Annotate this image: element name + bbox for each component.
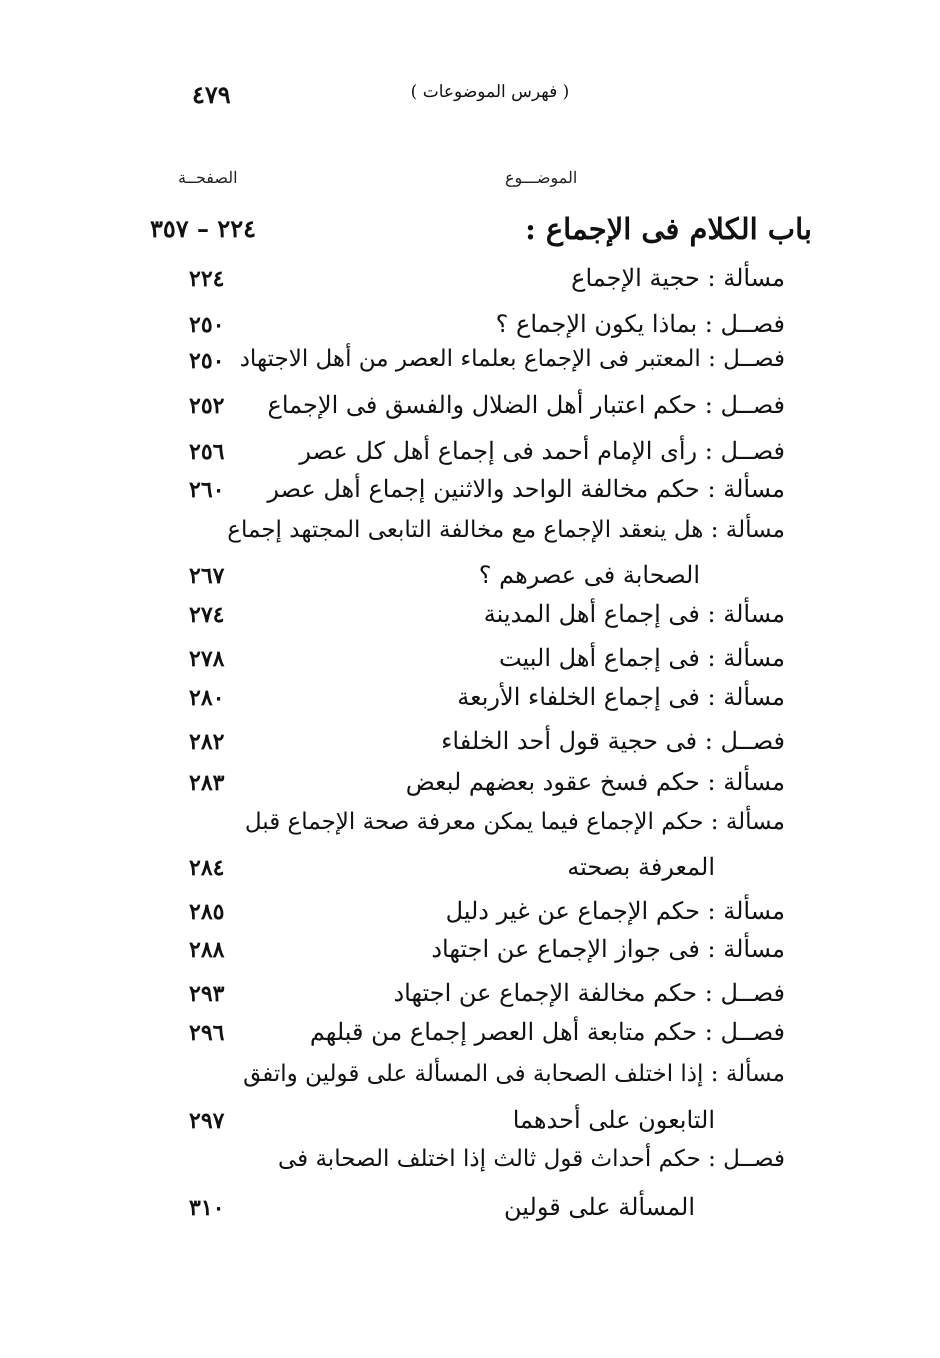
index-entry-continuation	[185, 853, 715, 889]
entry-topic: فصــل : حكم اعتبار أهل الضلال والفسق فى الإجماع	[267, 391, 785, 419]
entry-topic: التابعون على أحدهما	[512, 1106, 715, 1134]
index-entry	[185, 768, 785, 804]
entry-topic: مسألة : حجية الإجماع	[571, 264, 785, 292]
index-entry	[185, 264, 785, 300]
entry-page-number: ٢٩٣	[189, 981, 225, 1007]
entry-topic: مسألة : حكم الإجماع فيما يمكن معرفة صحة الإجماع قبل	[244, 809, 785, 835]
entry-page-number: ٢٦٧	[189, 563, 225, 589]
section-title: باب الكلام فى الإجماع :	[525, 212, 812, 246]
index-entry	[185, 437, 785, 473]
entry-topic: مسألة : إذا اختلف الصحابة فى المسألة على قولين واتفق	[243, 1061, 785, 1087]
entry-topic: مسألة : حكم مخالفة الواحد والاثنين إجماع أهل عصر	[267, 475, 785, 503]
entry-topic: المعرفة بصحته	[567, 853, 715, 881]
entry-page-number: ٢٨٨	[189, 937, 225, 963]
index-entry	[185, 310, 785, 346]
entry-topic: مسألة : حكم الإجماع عن غير دليل	[445, 897, 785, 925]
entry-page-number: ٢٦٠	[189, 477, 225, 503]
index-entry	[185, 391, 785, 427]
entry-page-number: ٢٨٢	[189, 729, 225, 755]
index-entry	[185, 935, 785, 971]
section-heading-row	[150, 212, 812, 252]
entry-topic: فصــل : رأى الإمام أحمد فى إجماع أهل كل عصر	[299, 437, 785, 465]
entry-topic: فصــل : حكم متابعة أهل العصر إجماع من قبلهم	[309, 1018, 785, 1046]
entry-page-number: ٢٩٧	[189, 1108, 225, 1134]
section-page-range: ٢٢٤ – ٣٥٧	[150, 214, 257, 243]
index-entry	[185, 897, 785, 933]
index-entry	[185, 1146, 785, 1182]
index-entry-continuation	[185, 1193, 695, 1229]
entry-topic: مسألة : هل ينعقد الإجماع مع مخالفة التابعى المجتهد إجماع	[227, 517, 785, 543]
entry-topic: مسألة : فى جواز الإجماع عن اجتهاد	[431, 935, 785, 963]
index-entry	[185, 809, 785, 845]
index-entry	[185, 346, 785, 382]
entry-topic: المسألة على قولين	[504, 1193, 695, 1221]
index-entry	[185, 979, 785, 1015]
entry-page-number: ٢٨٣	[189, 770, 225, 796]
entry-topic: فصــل : فى حجية قول أحد الخلفاء	[441, 727, 785, 755]
index-entry	[185, 475, 785, 511]
entry-page-number: ٢٨٠	[189, 685, 225, 711]
entry-page-number: ٢٧٨	[189, 646, 225, 672]
index-entry	[185, 600, 785, 636]
entry-page-number: ٢٥٠	[189, 312, 225, 338]
entry-topic: فصــل : المعتبر فى الإجماع بعلماء العصر من أهل الاجتهاد	[239, 346, 785, 372]
entry-page-number: ٢٧٤	[189, 602, 225, 628]
entry-page-number: ٢٨٤	[189, 855, 225, 881]
entry-page-number: ٢٢٤	[189, 266, 225, 292]
index-entry-continuation	[185, 1106, 715, 1142]
page-column-heading: الصفحــة	[178, 168, 238, 187]
entry-topic: فصــل : حكم أحداث قول ثالث إذا اختلف الصحابة فى	[277, 1146, 785, 1172]
running-header-title: ( فهرس الموضوعات )	[410, 82, 570, 102]
entry-topic: مسألة : فى إجماع أهل المدينة	[483, 600, 785, 628]
entry-topic: مسألة : حكم فسخ عقود بعضهم لبعض	[405, 768, 785, 796]
index-entry	[185, 1061, 785, 1097]
index-entry-continuation	[185, 561, 700, 597]
index-entry	[185, 517, 785, 553]
entry-topic: مسألة : فى إجماع أهل البيت	[498, 644, 785, 672]
entry-page-number: ٢٩٦	[189, 1020, 225, 1046]
page-number: ٤٧٩	[192, 80, 231, 109]
entry-topic: مسألة : فى إجماع الخلفاء الأربعة	[457, 683, 785, 711]
topic-column-heading: الموضـــوع	[505, 168, 578, 187]
entry-page-number: ٢٥٦	[189, 439, 225, 465]
entry-page-number: ٢٥٠	[189, 348, 225, 374]
index-entry	[185, 727, 785, 763]
index-entry	[185, 683, 785, 719]
entry-page-number: ٢٥٢	[189, 393, 225, 419]
entry-topic: الصحابة فى عصرهم ؟	[478, 561, 700, 589]
index-entry	[185, 644, 785, 680]
entry-topic: فصــل : حكم مخالفة الإجماع عن اجتهاد	[393, 979, 785, 1007]
entry-page-number: ٢٨٥	[189, 899, 225, 925]
entry-page-number: ٣١٠	[189, 1195, 225, 1221]
entry-topic: فصــل : بماذا يكون الإجماع ؟	[495, 310, 785, 338]
index-entry	[185, 1018, 785, 1054]
